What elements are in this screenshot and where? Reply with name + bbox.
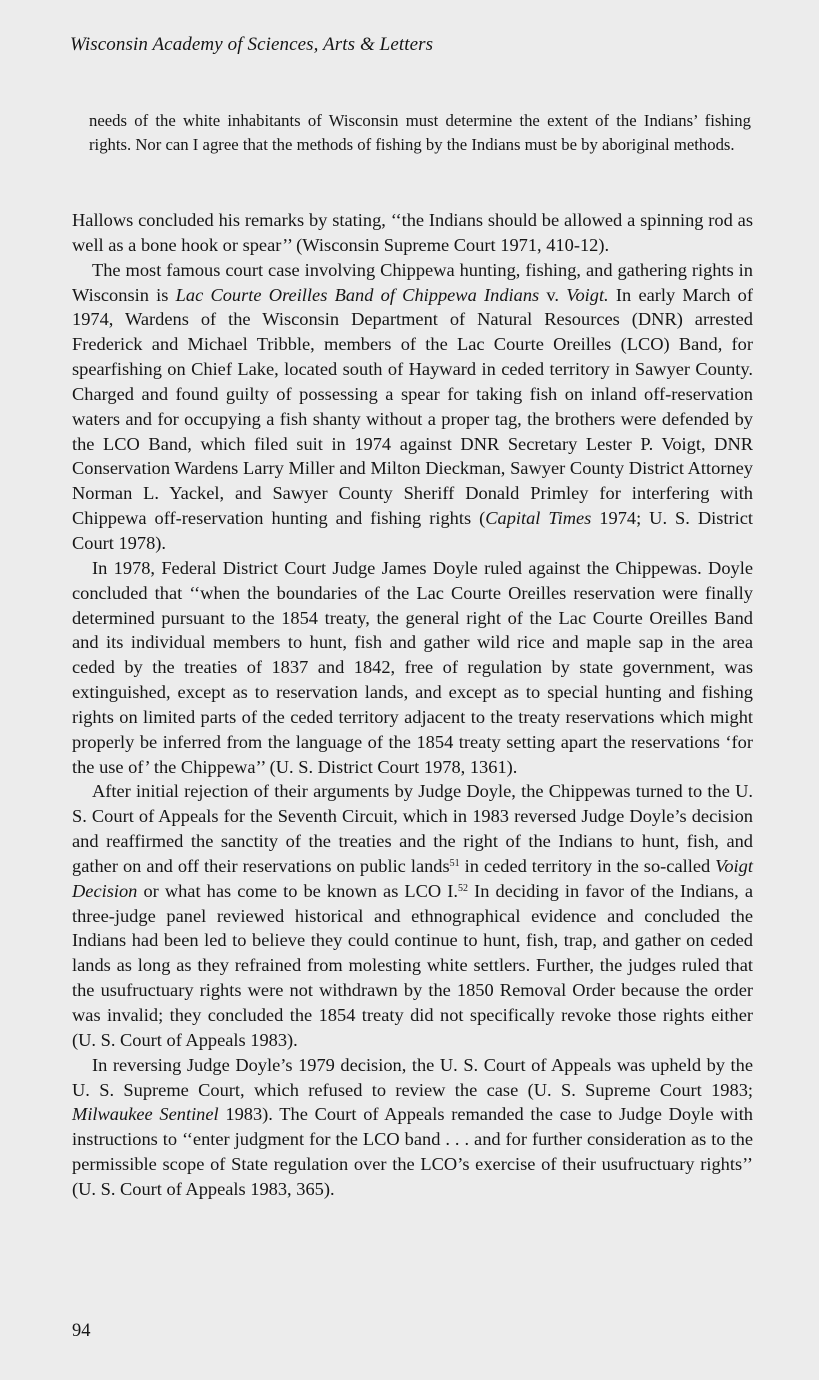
case-name: Lac Courte Oreilles Band of Chippewa Indians: [175, 284, 540, 305]
text-run: In reversing Judge Doyle’s 1979 decision, the U. S. Court of Appeals was upheld by the U. S. Supreme Court, which refused to review the case (U. S. Supreme Court 1983;: [72, 1054, 753, 1100]
paragraph-hallows: Hallows concluded his remarks by stating, ‘‘the Indians should be allowed a spinning rod as well as a bone hook or spear’’ (Wisconsin Supreme Court 1971, 410-12).: [72, 210, 753, 255]
footnote-ref: 51: [449, 857, 460, 869]
text-run: in ceded territory in the so-called: [459, 855, 716, 876]
body-text: [72, 208, 753, 1202]
running-head: Wisconsin Academy of Sciences, Arts & Letters: [70, 34, 434, 55]
text-run: v.: [539, 284, 567, 305]
text-run: In early March of 1974, Wardens of the Wisconsin Department of Natural Resources (DNR) arrested Frederick and Michael Tribble, members of the Lac Courte Oreilles (LCO) Band, for spearfishing on Chief Lake, located south of Hayward in ceded territory in Sawyer County. Charged and found guilty of possessing a spear for taking fish on inland off-reservation waters and for occupying a fish shanty without a proper tag, the brothers were defended by the LCO Band, which filed suit in 1974 against DNR Secretary Lester P. Voigt, DNR Conservation Wardens Larry Miller and Milton Dieckman, Sawyer County District Attorney Norman L. Yackel, and Sawyer County Sheriff Donald Primley for interfering with Chippewa off-reservation hunting and fishing rights (: [72, 284, 753, 529]
text-run: 1983). The Court of Appeals remanded the case to Judge Doyle with instructions to ‘‘enter judgment for the LCO band . . . and for further consideration as to the permissible scope of State regulation over the LCO’s exercise of their usufructuary rights’’ (U. S. Court of Appeals 1983, 365).: [72, 1104, 753, 1199]
paragraph-doyle-ruling: In 1978, Federal District Court Judge James Doyle ruled against the Chippewas. Doyle concluded that ‘‘when the boundaries of the Lac Courte Oreilles reservation were finally determined pursuant to the 1854 treaty, the general right of the Lac Courte Oreilles Band and its individual members to hunt, fish and gather wild rice and maple sap in the area ceded by the treaties of 1837 and 1842, free of regulation by state government, was extinguished, except as to reservation lands, and except as to special hunting and fishing rights on limited parts of the ceded territory adjacent to the treaty reservations which might properly be inferred from the language of the 1854 treaty setting apart the reservations ‘for the use of’ the Chippewa’’ (U. S. District Court 1978, 1361).: [72, 557, 753, 777]
page-number: 94: [72, 1321, 91, 1341]
paragraph-supreme-court: [72, 1053, 753, 1202]
paragraph-appeals: [72, 779, 753, 1052]
block-quote: needs of the white inhabitants of Wisconsin must determine the extent of the Indians’ fishing rights. Nor can I agree that the methods of fishing by the Indians must be by aboriginal methods.: [89, 111, 751, 155]
text-run: 1974; U. S. District Court 1978).: [72, 508, 753, 553]
footnote-ref: 52: [458, 882, 469, 894]
text-run: or what has come to be known as LCO I.: [137, 880, 459, 901]
decision-name: Voigt Decision: [72, 855, 753, 901]
text-run: After initial rejection of their arguments by Judge Doyle, the Chippewas turned to the U. S. Court of Appeals for the Seventh Circuit, which in 1983 reversed Judge Doyle’s decision and reaffirmed the sanctity of the treaties and the right of the Indians to hunt, fish, and gather on and off their reservations on public lands: [72, 781, 753, 876]
text-run: The most famous court case involving Chippewa hunting, fishing, and gathering rights in Wisconsin is: [72, 259, 753, 305]
case-defendant: Voigt.: [566, 284, 609, 305]
paragraph-voigt-case: [72, 258, 753, 556]
citation-source: Milwaukee Sentinel: [72, 1104, 219, 1125]
citation-source: Capital Times: [485, 508, 592, 529]
text-run: In deciding in favor of the Indians, a three-judge panel reviewed historical and ethnographical evidence and concluded the Indians had been led to believe they could continue to hunt, fish, trap, and gather on ceded lands as long as they refrained from molesting white settlers. Further, the judges ruled that the usufructuary rights were not withdrawn by the 1850 Removal Order because the order was invalid; they concluded the 1854 treaty did not specifically revoke those rights either (U. S. Court of Appeals 1983).: [72, 880, 753, 1050]
